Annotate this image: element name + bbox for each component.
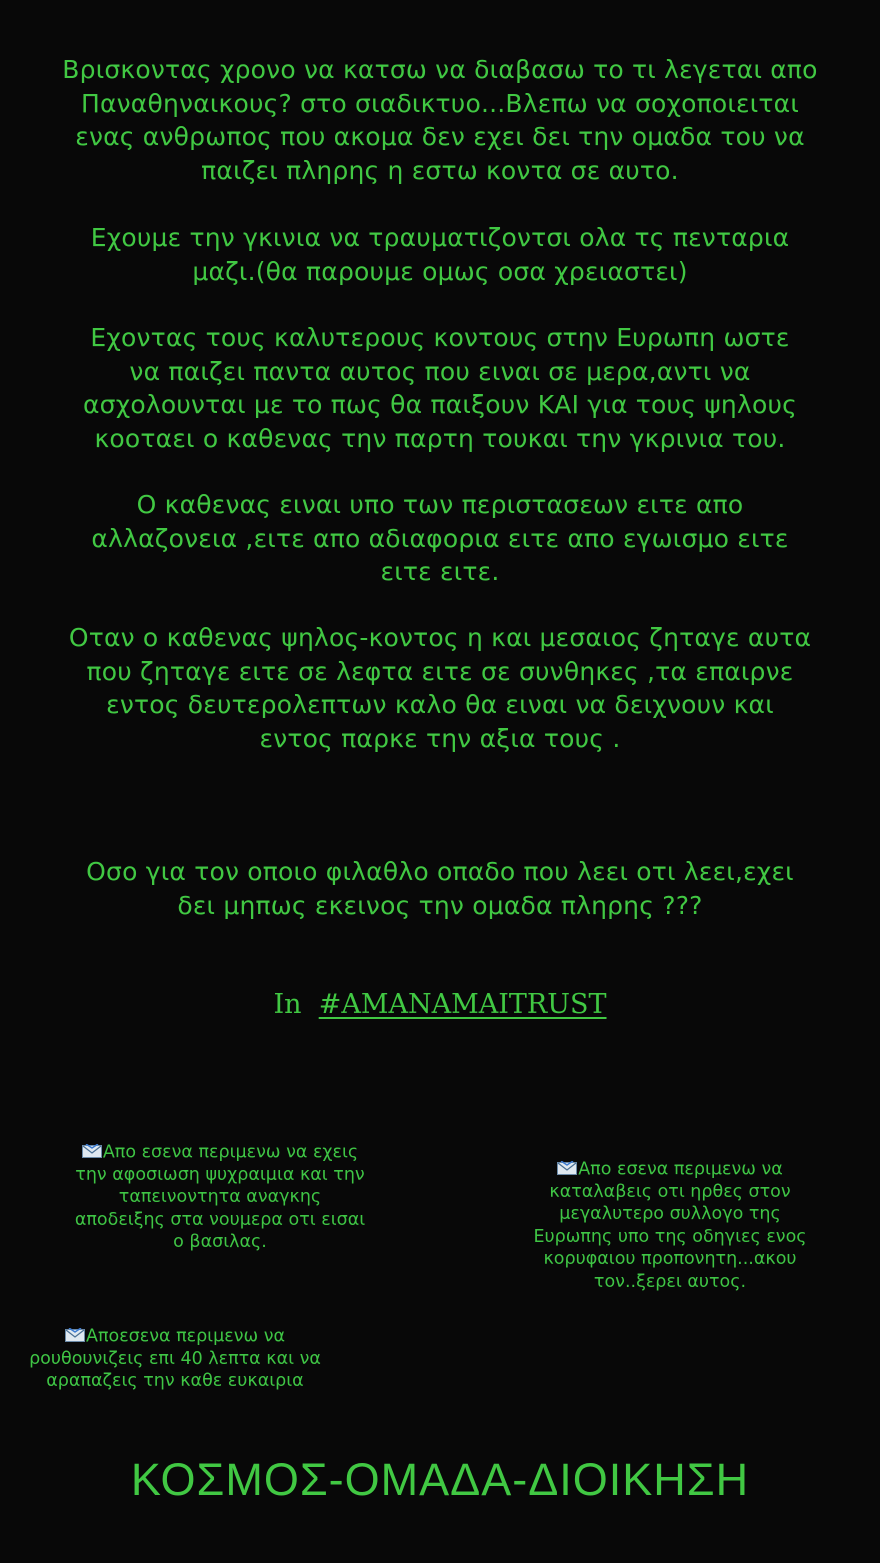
- note-1-text: Απο εσενα περιμενω να εχεις την αφοσιωση ψυχραιμια και την ταπεινοντητα αναγκης αποδειξης στα νουμερα οτι εισαι ο βασιλας.: [74, 1142, 366, 1252]
- note-text-1: [40, 1097, 400, 1254]
- hashtag-line: [0, 988, 880, 1022]
- note-3-text: Αποεσενα περιμενω να ρουθουνιζεις επι 40 λεπτα και να αραπαζεις την καθε ευκαιρια: [29, 1326, 321, 1391]
- paragraph-5: Οταν ο καθενας ψηλος-κοντος η και μεσαιος ζηταγε αυτα που ζηταγε ειτε σε λεφτα ειτε σε συνθηκες ,τα επαιρνε εντος δευτερολεπτων καλο θα ειναι να δειχνουν και εντος παρκε την αξια τους .: [68, 623, 812, 753]
- incoming-envelope-icon: [82, 1120, 102, 1134]
- paragraph-2: Εχουμε την γκινια να τραυματιζοντσι ολα τς πενταρια μαζι.(θα παρουμε ομως οσα χρειαστει): [90, 223, 790, 286]
- footer-title: ΚΟΣΜΟΣ-ΟΜΑΔΑ-ΔΙΟΙΚΗΣΗ: [130, 1454, 750, 1505]
- hashtag-prefix: In: [273, 989, 319, 1020]
- hashtag-link[interactable]: #AMANAMAITRUST: [318, 989, 607, 1020]
- note-text-2: [500, 1114, 840, 1293]
- paragraph-6: Οσο για τον οποιο φιλαθλο οπαδο που λεει οτι λεει,εχει δει μηπως εκεινος την ομαδα πληρης ???: [86, 857, 794, 920]
- note-text-3: [10, 1281, 340, 1393]
- paragraph-1: Βρισκοντας χρονο να κατσω να διαβασω το τι λεγεται απο Παναθηναικους? στο σιαδικτυο...Βλεπω να σοχοποιειται ενας ανθρωπος που ακομα δεν εχει δει την ομαδα του να παιζει πληρης η εστω κοντα σε αυτο.: [62, 55, 818, 185]
- incoming-envelope-icon: [65, 1304, 85, 1318]
- incoming-envelope-icon: [557, 1137, 577, 1151]
- paragraph-3: Εχοντας τους καλυτερους κοντους στην Ευρωπη ωστε να παιζει παντα αυτος που ειναι σε μερα,αντι να ασχολουνται με το πως θα παιξουν ΚΑΙ για τους ψηλους κοοταει ο καθενας την παρτη τουκαι την γκρινια του.: [82, 323, 797, 453]
- paragraph-4: Ο καθενας ειναι υπο των περιστασεων ειτε απο αλλαζονεια ,ειτε απο αδιαφορια ειτε απο εγωισμο ειτε ειτε ειτε.: [91, 490, 789, 586]
- note-2-text: Απο εσενα περιμενω να καταλαβεις οτι ηρθες στον μεγαλυτερο συλλογο της Ευρωπης υπο της οδηγιες ενος κορυφαιου προπονητη...ακου τον..ξερει αυτος.: [533, 1159, 807, 1292]
